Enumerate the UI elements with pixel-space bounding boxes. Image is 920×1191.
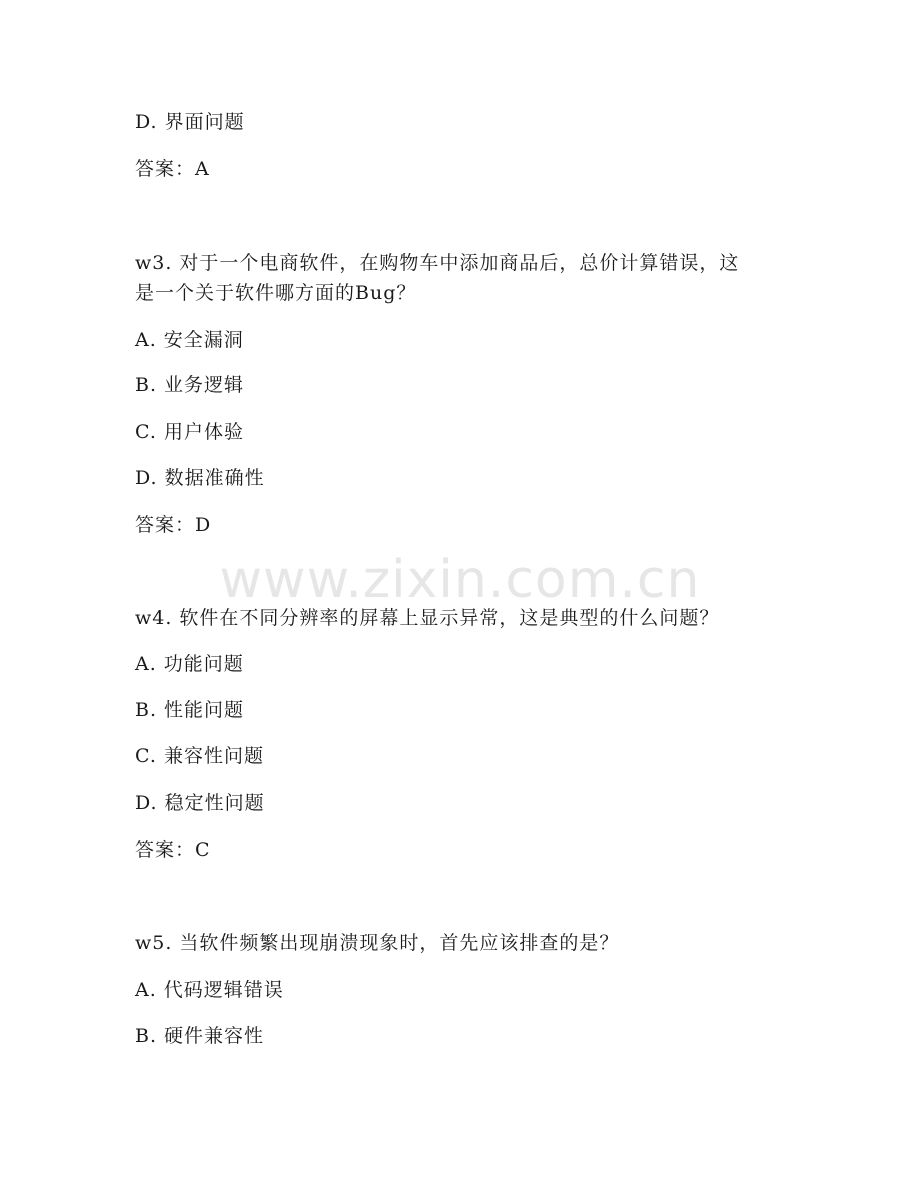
q4-option-a: A. 功能问题 — [135, 653, 244, 675]
q5-option-a: A. 代码逻辑错误 — [135, 979, 284, 1001]
q4-option-c: C. 兼容性问题 — [135, 745, 264, 767]
q2-option-d: D. 界面问题 — [135, 111, 245, 133]
q4-stem: w4. 软件在不同分辨率的屏幕上显示异常，这是典型的什么问题？ — [135, 607, 720, 629]
watermark: www.zixin.com.cn — [219, 550, 701, 610]
q3-answer: 答案：D — [135, 514, 212, 536]
q5-stem: w5. 当软件频繁出现崩溃现象时，首先应该排查的是？ — [135, 932, 620, 954]
q3-stem-line2: 是一个关于软件哪方面的Bug？ — [135, 282, 417, 304]
q2-answer: 答案：A — [135, 158, 210, 180]
q3-option-b: B. 业务逻辑 — [135, 374, 245, 396]
q3-option-d: D. 数据准确性 — [135, 467, 265, 489]
q4-answer: 答案：C — [135, 839, 211, 861]
q3-option-a: A. 安全漏洞 — [135, 329, 244, 351]
q4-option-d: D. 稳定性问题 — [135, 792, 265, 814]
q3-option-c: C. 用户体验 — [135, 421, 244, 443]
q5-option-b: B. 硬件兼容性 — [135, 1025, 265, 1047]
q4-option-b: B. 性能问题 — [135, 699, 245, 721]
q3-stem-line1: w3. 对于一个电商软件，在购物车中添加商品后，总价计算错误，这 — [135, 252, 740, 274]
